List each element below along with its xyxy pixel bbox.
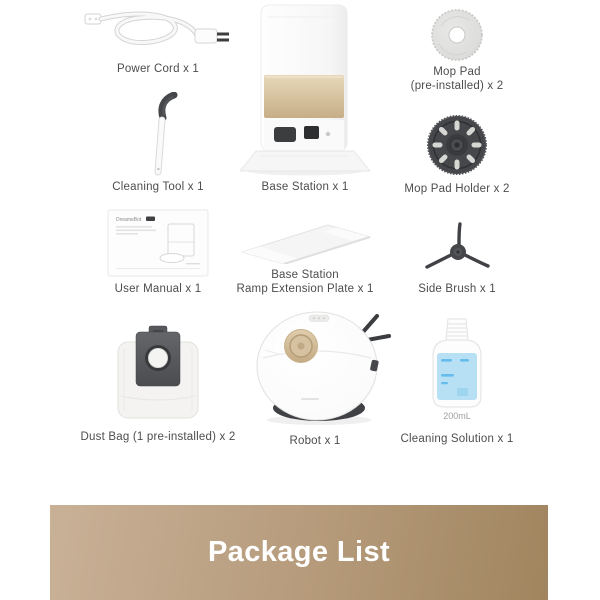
mop-pad-label-line1: Mop Pad xyxy=(433,66,481,78)
item-power-cord xyxy=(70,8,246,76)
item-cleaning-tool xyxy=(70,92,246,194)
mop-pad-image xyxy=(427,8,487,62)
item-base-station xyxy=(225,4,385,194)
power-cord-image xyxy=(73,8,243,56)
gold-band xyxy=(264,75,344,118)
banner-title: Package List xyxy=(207,536,391,568)
user-manual-label: User Manual x 1 xyxy=(114,283,202,295)
cleaning-solution-label: Cleaning Solution x 1 xyxy=(400,433,514,445)
item-robot xyxy=(235,306,395,448)
mop-pad-holder-label: Mop Pad Holder x 2 xyxy=(404,183,510,195)
cleaning-solution-image xyxy=(417,316,497,410)
manual-title-text: DreameBot xyxy=(116,217,142,223)
ramp-plate-label-line1: Base Station xyxy=(271,269,339,281)
ramp-plate-label-line2: Ramp Extension Plate x 1 xyxy=(236,283,374,295)
item-ramp-plate xyxy=(222,216,388,296)
item-dust-bag xyxy=(60,318,256,444)
side-brush-label: Side Brush x 1 xyxy=(418,283,496,295)
item-mop-pad xyxy=(372,8,542,93)
package-list-banner xyxy=(50,505,548,600)
base-station-label: Base Station x 1 xyxy=(261,181,349,193)
base-station-image xyxy=(230,4,380,176)
ramp-plate-image xyxy=(230,216,380,264)
side-brush-image xyxy=(422,222,492,278)
mop-pad-label-line2: (pre-installed) x 2 xyxy=(410,80,504,92)
user-manual-image xyxy=(106,208,210,278)
dust-bag-label: Dust Bag (1 pre-installed) x 2 xyxy=(80,431,236,443)
power-cord-label: Power Cord x 1 xyxy=(116,63,200,75)
bottle-volume-label: 200mL xyxy=(443,411,471,421)
cleaning-tool-image xyxy=(130,92,186,176)
item-cleaning-solution xyxy=(372,316,542,446)
item-side-brush xyxy=(372,222,542,296)
robot-label: Robot x 1 xyxy=(289,435,341,447)
cleaning-tool-label: Cleaning Tool x 1 xyxy=(112,181,204,193)
item-user-manual xyxy=(70,208,246,296)
dust-bag-image xyxy=(113,318,203,422)
mop-pad-holder-image xyxy=(424,112,490,178)
robot-image xyxy=(235,306,395,428)
item-mop-pad-holder xyxy=(372,112,542,196)
